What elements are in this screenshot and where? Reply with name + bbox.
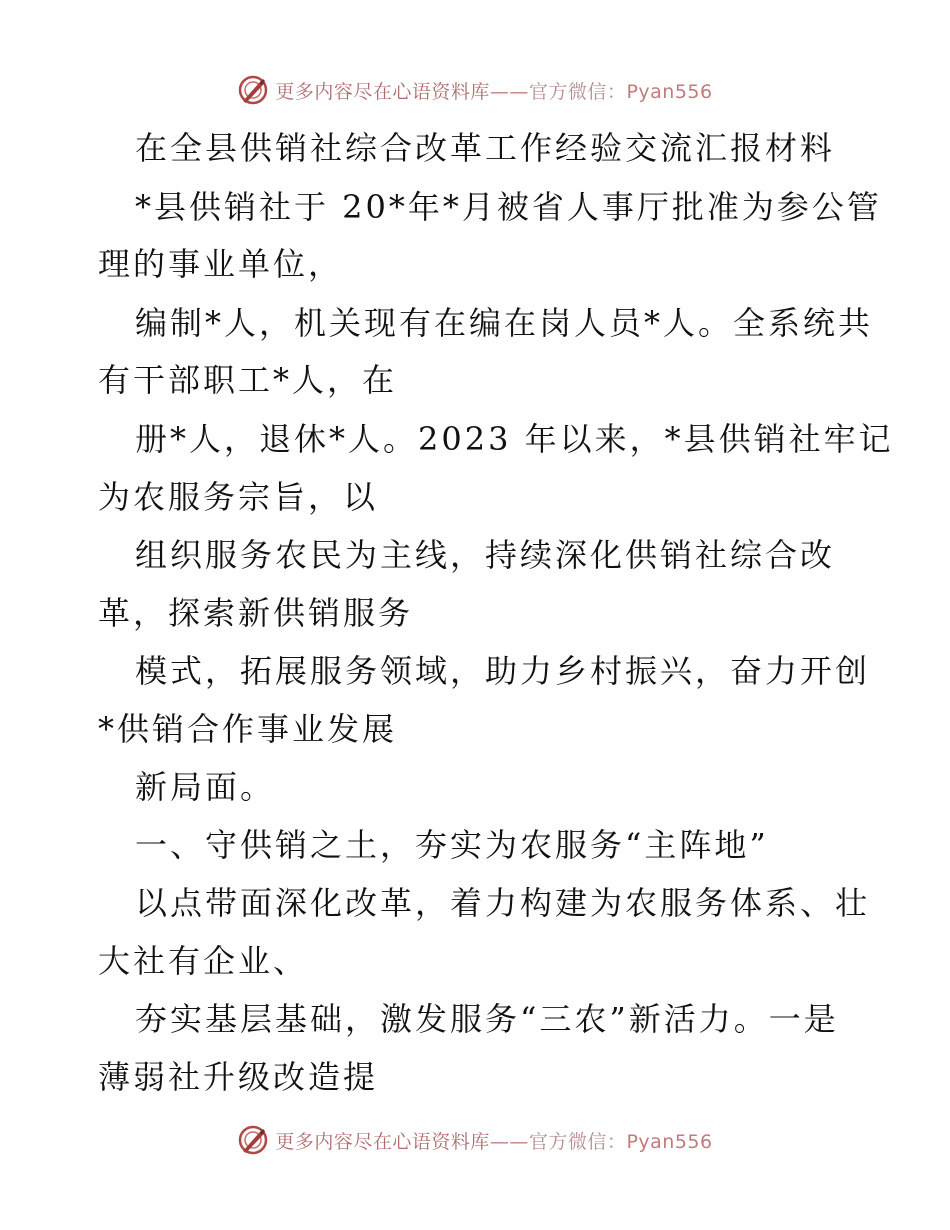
- paragraph-line: 大社有企业、: [98, 942, 309, 980]
- watermark-logo-icon: [237, 1124, 269, 1156]
- document-title: 在全县供销社综合改革工作经验交流汇报材料: [135, 129, 836, 167]
- watermark-footer: [0, 1120, 950, 1160]
- watermark-wechat-id: Pyan556: [626, 1130, 713, 1153]
- paragraph-line: 夯实基层基础，激发服务“三农”新活力。一是: [135, 1000, 839, 1038]
- watermark-wechat-id: Pyan556: [626, 80, 713, 103]
- paragraph-line: *供销合作事业发展: [98, 710, 398, 748]
- paragraph-line: 革，探索新供销服务: [98, 594, 414, 632]
- paragraph-line: 薄弱社升级改造提: [98, 1058, 379, 1096]
- paragraph-line: 编制*人，机关现有在编在岗人员*人。全系统共: [135, 304, 874, 342]
- watermark-wechat-label: 官方微信：: [528, 80, 627, 103]
- paragraph-line: 有干部职工*人，在: [98, 361, 398, 399]
- paragraph-line: 组织服务农民为主线，持续深化供销社综合改: [135, 536, 836, 574]
- paragraph-line: 以点带面深化改革，着力构建为农服务体系、壮: [135, 884, 871, 922]
- watermark-separator: ——: [489, 1130, 529, 1153]
- paragraph-line: 册*人，退休*人。2023 年以来，*县供销社牢记: [135, 420, 894, 458]
- paragraph-line: 模式，拓展服务领域，助力乡村振兴，奋力开创: [135, 652, 871, 690]
- watermark-separator: ——: [489, 80, 529, 103]
- watermark-wechat-label: 官方微信：: [528, 1130, 627, 1153]
- paragraph-line: 理的事业单位，: [98, 245, 344, 283]
- paragraph-line: *县供销社于 20*年*月被省人事厅批准为参公管: [135, 188, 882, 226]
- watermark-main-text: 更多内容尽在心语资料库: [275, 1130, 490, 1153]
- watermark-main-text: 更多内容尽在心语资料库: [275, 80, 490, 103]
- paragraph-line: 新局面。: [135, 768, 276, 806]
- paragraph-line: 为农服务宗旨，以: [98, 478, 379, 516]
- section-heading: 一、守供销之土，夯实为农服务“主阵地”: [135, 826, 769, 864]
